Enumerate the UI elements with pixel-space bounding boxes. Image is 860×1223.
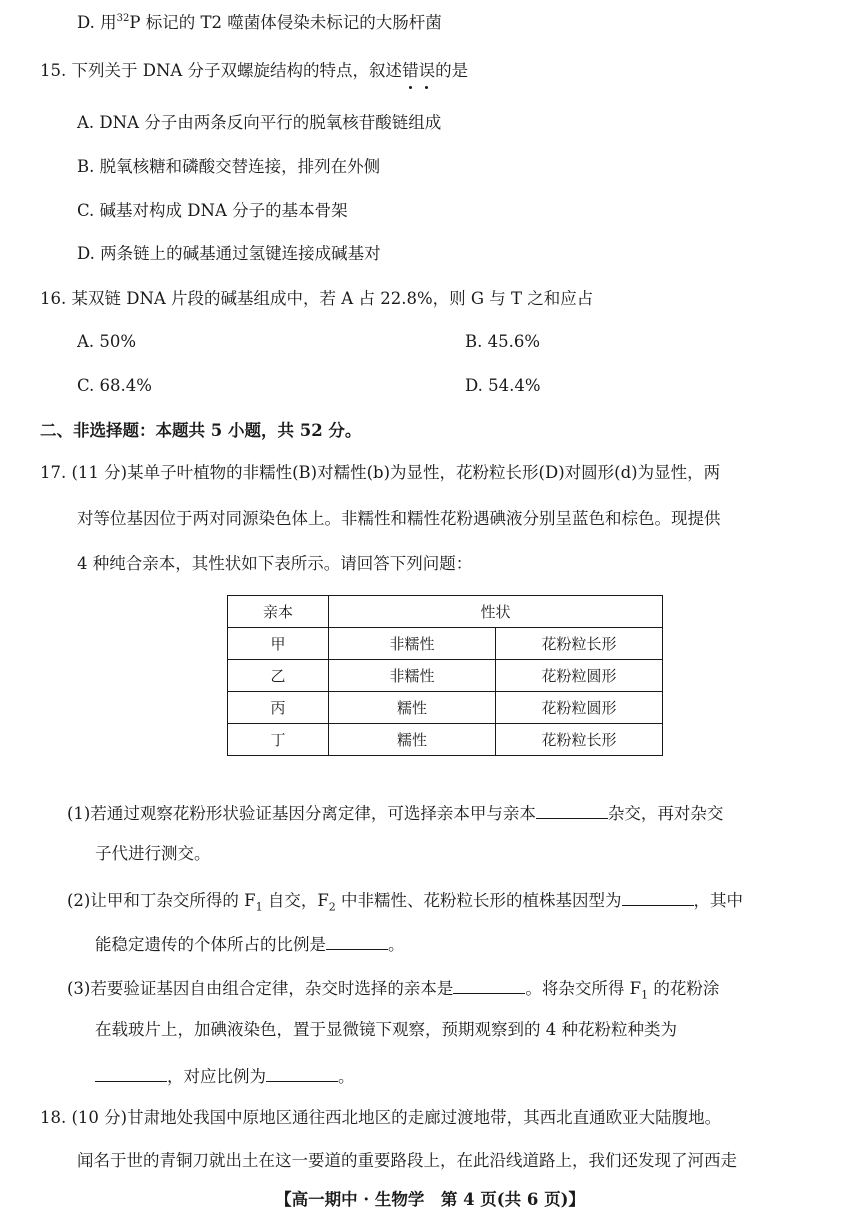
q16-option-d: D. 54.4%: [465, 376, 541, 395]
q18-stem-line1: 18. (10 分)甘肃地处我国中原地区通往西北地区的走廊过渡地带，其西北直通欧亚大陆腹地。: [40, 1108, 722, 1127]
table-header-cell: 性状: [329, 596, 663, 628]
answer-blank[interactable]: [536, 800, 608, 819]
page-footer: 【高一期中 · 生物学 第 4 页(共 6 页)】: [275, 1190, 585, 1209]
q16-stem: 16. 某双链 DNA 片段的碱基组成中，若 A 占 22.8%，则 G 与 T 之和应占: [40, 289, 594, 308]
q17-stem-line2: 对等位基因位于两对同源染色体上。非糯性和糯性花粉遇碘液分别呈蓝色和棕色。现提供: [77, 509, 721, 528]
table-cell: 糯性: [329, 724, 496, 756]
table-cell: 乙: [228, 660, 329, 692]
table-row: [228, 724, 663, 756]
q17-part3-cont2: ，对应比例为 。: [95, 1063, 355, 1088]
table-cell: 丙: [228, 692, 329, 724]
emphasis-char: 误: [418, 61, 436, 80]
table-cell: 花粉粒圆形: [496, 660, 663, 692]
table-row: [228, 660, 663, 692]
q16-option-b: B. 45.6%: [465, 332, 541, 351]
answer-blank[interactable]: [326, 931, 388, 950]
table-header-row: [228, 596, 663, 628]
answer-blank[interactable]: [453, 975, 525, 994]
q15-option-a: A. DNA 分子由两条反向平行的脱氧核苷酸链组成: [77, 113, 442, 132]
table-cell: 糯性: [329, 692, 496, 724]
table-cell: 甲: [228, 628, 329, 660]
q15-option-b: B. 脱氧核糖和磷酸交替连接，排列在外侧: [77, 157, 381, 176]
q15-option-d: D. 两条链上的碱基通过氢键连接成碱基对: [77, 244, 381, 263]
table-row: [228, 692, 663, 724]
q15-option-c: C. 碱基对构成 DNA 分子的基本骨架: [77, 201, 348, 220]
q15-stem: 15. 下列关于 DNA 分子双螺旋结构的特点，叙述错误的是: [40, 61, 469, 80]
table-cell: 花粉粒圆形: [496, 692, 663, 724]
table-row: [228, 628, 663, 660]
table-cell: 非糯性: [329, 628, 496, 660]
emphasis-char: 错: [402, 61, 419, 80]
answer-blank[interactable]: [266, 1063, 338, 1082]
q18-stem-line2: 闻名于世的青铜刀就出土在这一要道的重要路段上，在此沿线道路上，我们还发现了河西走: [77, 1151, 737, 1170]
section-heading: 二、非选择题：本题共 5 小题，共 52 分。: [40, 421, 362, 440]
q17-part2-cont: 能稳定遗传的个体所占的比例是 。: [95, 931, 405, 956]
q17-stem-line1: 17. (11 分)某单子叶植物的非糯性(B)对糯性(b)为显性，花粉粒长形(D)对圆形(d)为显性，两: [40, 463, 721, 482]
table-cell: 非糯性: [329, 660, 496, 692]
table-cell: 花粉粒长形: [496, 724, 663, 756]
q16-option-a: A. 50%: [77, 332, 137, 351]
table-cell: 丁: [228, 724, 329, 756]
q17-part1-cont: 子代进行测交。: [95, 844, 211, 863]
answer-blank[interactable]: [95, 1063, 167, 1082]
answer-blank[interactable]: [622, 887, 694, 906]
q17-part3-cont: 在载玻片上，加碘液染色，置于显微镜下观察，预期观察到的 4 种花粉粒种类为: [95, 1020, 677, 1039]
q17-part2: (2)让甲和丁杂交所得的 $F_1$ 自交，$F_2$ 中非糯性、花粉粒长形的植株基因型为 ，其中: [67, 887, 743, 918]
q17-stem-line3: 4 种纯合亲本，其性状如下表所示。请回答下列问题：: [77, 554, 473, 573]
table-cell: 花粉粒长形: [496, 628, 663, 660]
table-header-cell: 亲本: [228, 596, 329, 628]
q16-option-c: C. 68.4%: [77, 376, 152, 395]
q17-part1: (1)若通过观察花粉形状验证基因分离定律，可选择亲本甲与亲本 杂交，再对杂交: [67, 800, 723, 825]
q17-part3: (3)若要验证基因自由组合定律，杂交时选择的亲本是 。将杂交所得 $F_1$ 的花粉涂: [67, 975, 719, 1006]
parent-traits-table: [227, 595, 663, 756]
q14-option-d: D. 用$^{32}$P 标记的 T2 噬菌体侵染未标记的大肠杆菌: [77, 13, 442, 32]
